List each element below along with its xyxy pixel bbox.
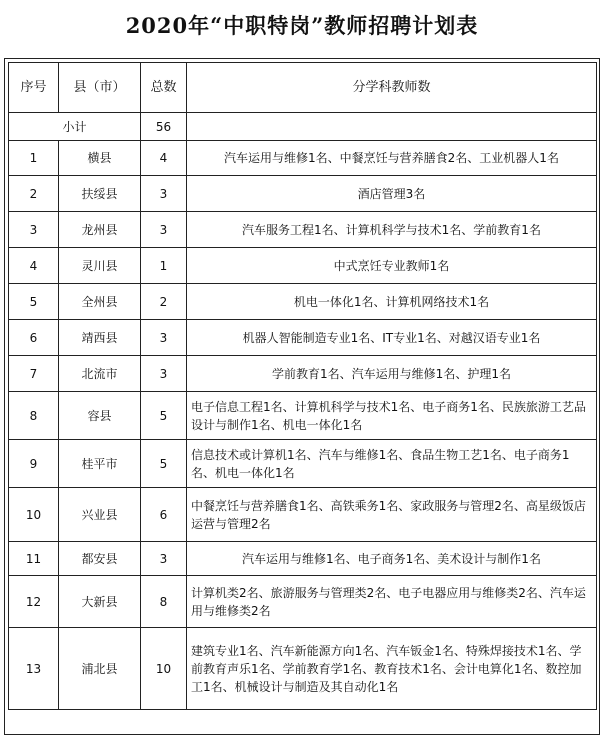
row-number: 9 — [9, 440, 59, 488]
header-number: 序号 — [9, 63, 59, 113]
table-row — [9, 440, 597, 488]
row-detail: 汽车运用与维修1名、电子商务1名、美术设计与制作1名 — [187, 542, 597, 576]
row-county: 靖西县 — [59, 320, 141, 356]
row-detail: 学前教育1名、汽车运用与维修1名、护理1名 — [187, 356, 597, 392]
table-row — [9, 212, 597, 248]
header-row — [9, 63, 597, 113]
table-row — [9, 248, 597, 284]
row-county: 灵川县 — [59, 248, 141, 284]
table-row — [9, 488, 597, 542]
row-county: 龙州县 — [59, 212, 141, 248]
row-detail: 中餐烹饪与营养膳食1名、高铁乘务1名、家政服务与管理2名、高星级饭店运营与管理2名 — [187, 488, 597, 542]
row-detail: 中式烹饪专业教师1名 — [187, 248, 597, 284]
row-detail: 机器人智能制造专业1名、IT专业1名、对越汉语专业1名 — [187, 320, 597, 356]
row-number: 10 — [9, 488, 59, 542]
row-county: 横县 — [59, 141, 141, 176]
row-total: 8 — [141, 576, 187, 628]
row-total: 5 — [141, 440, 187, 488]
row-number: 12 — [9, 576, 59, 628]
table-row — [9, 628, 597, 710]
subtotal-row — [9, 113, 597, 141]
subtotal-label: 小计 — [9, 113, 141, 141]
row-number: 4 — [9, 248, 59, 284]
row-county: 北流市 — [59, 356, 141, 392]
row-number: 1 — [9, 141, 59, 176]
row-county: 都安县 — [59, 542, 141, 576]
row-detail: 酒店管理3名 — [187, 176, 597, 212]
row-county: 桂平市 — [59, 440, 141, 488]
table-row — [9, 356, 597, 392]
row-number: 7 — [9, 356, 59, 392]
header-county: 县（市） — [59, 63, 141, 113]
row-county: 浦北县 — [59, 628, 141, 710]
table-row — [9, 284, 597, 320]
row-total: 4 — [141, 141, 187, 176]
row-number: 2 — [9, 176, 59, 212]
row-detail: 信息技术或计算机1名、汽车与维修1名、食品生物工艺1名、电子商务1名、机电一体化1名 — [187, 440, 597, 488]
row-number: 6 — [9, 320, 59, 356]
row-detail: 汽车运用与维修1名、中餐烹饪与营养膳食2名、工业机器人1名 — [187, 141, 597, 176]
row-total: 1 — [141, 248, 187, 284]
row-number: 11 — [9, 542, 59, 576]
table-row — [9, 176, 597, 212]
row-detail: 汽车服务工程1名、计算机科学与技术1名、学前教育1名 — [187, 212, 597, 248]
table-row — [9, 141, 597, 176]
table-row — [9, 320, 597, 356]
row-number: 13 — [9, 628, 59, 710]
row-total: 6 — [141, 488, 187, 542]
row-total: 5 — [141, 392, 187, 440]
table-row — [9, 542, 597, 576]
row-county: 全州县 — [59, 284, 141, 320]
row-county: 扶绥县 — [59, 176, 141, 212]
row-county: 兴业县 — [59, 488, 141, 542]
row-total: 3 — [141, 356, 187, 392]
header-total: 总数 — [141, 63, 187, 113]
subtotal-total: 56 — [141, 113, 187, 141]
row-total: 3 — [141, 212, 187, 248]
page-title: 2020年“中职特岗”教师招聘计划表 — [125, 13, 479, 38]
row-county: 大新县 — [59, 576, 141, 628]
row-detail: 建筑专业1名、汽车新能源方向1名、汽车钣金1名、特殊焊接技术1名、学前教育声乐1名、学前教育学1名、教育技术1名、会计电算化1名、数控加工1名、机械设计与制造及其自动化1名 — [187, 628, 597, 710]
recruitment-plan-table — [8, 62, 597, 710]
row-total: 3 — [141, 320, 187, 356]
row-detail: 计算机类2名、旅游服务与管理类2名、电子电器应用与维修类2名、汽车运用与维修类2名 — [187, 576, 597, 628]
row-detail: 电子信息工程1名、计算机科学与技术1名、电子商务1名、民族旅游工艺品设计与制作1名、机电一体化1名 — [187, 392, 597, 440]
row-number: 8 — [9, 392, 59, 440]
row-number: 5 — [9, 284, 59, 320]
table-row — [9, 392, 597, 440]
row-county: 容县 — [59, 392, 141, 440]
subtotal-detail — [187, 113, 597, 141]
row-number: 3 — [9, 212, 59, 248]
row-detail: 机电一体化1名、计算机网络技术1名 — [187, 284, 597, 320]
row-total: 3 — [141, 176, 187, 212]
row-total: 2 — [141, 284, 187, 320]
header-subject-breakdown: 分学科教师数 — [187, 63, 597, 113]
row-total: 3 — [141, 542, 187, 576]
table-row — [9, 576, 597, 628]
row-total: 10 — [141, 628, 187, 710]
